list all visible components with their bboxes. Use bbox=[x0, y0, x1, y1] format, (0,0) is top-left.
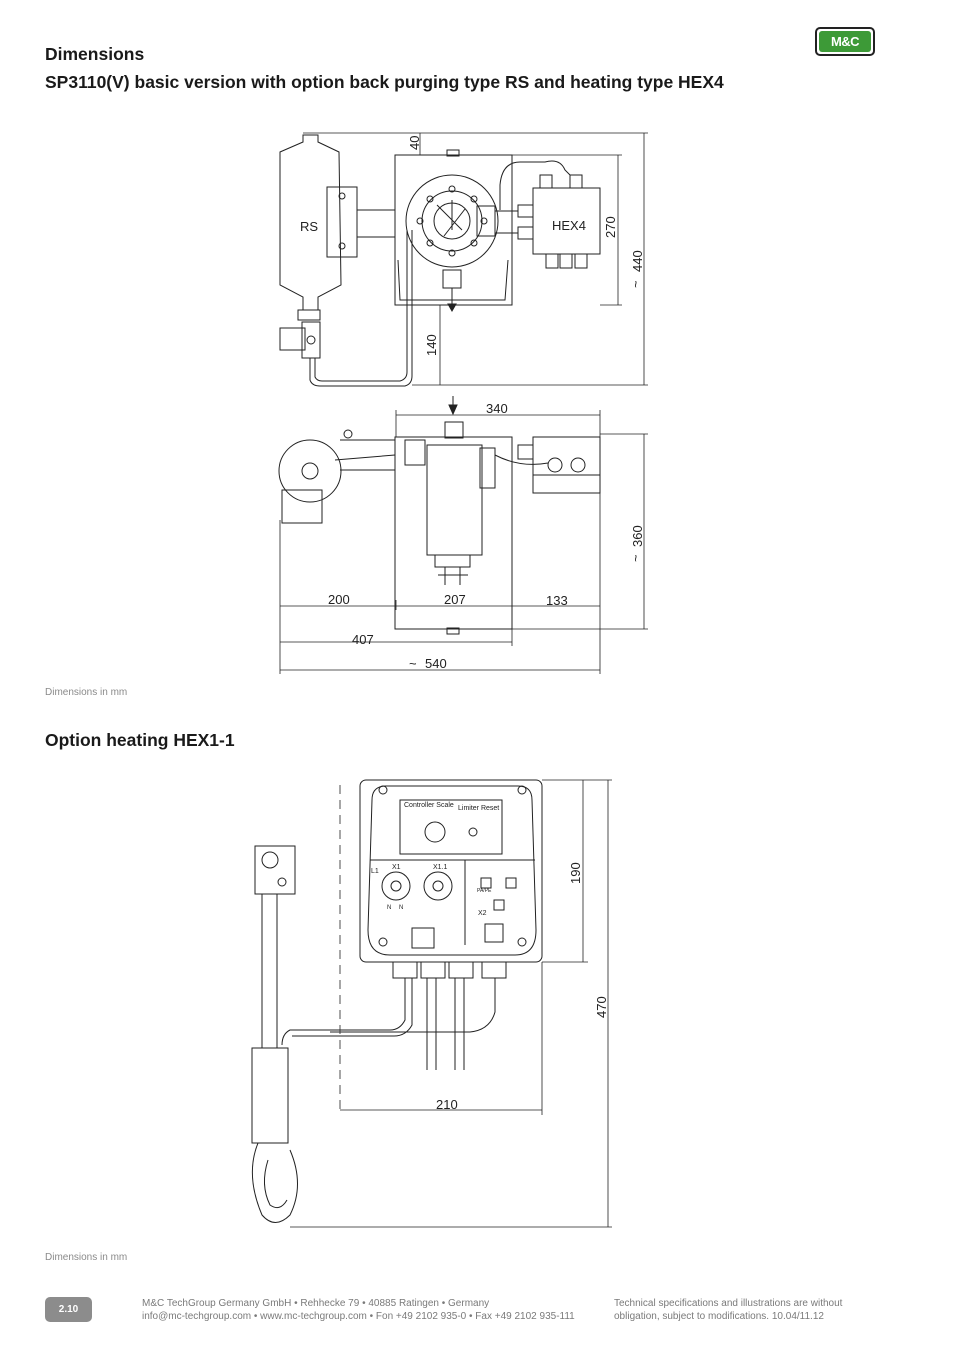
probe-body-front bbox=[395, 150, 512, 311]
approx-symbol-540: ~ bbox=[409, 656, 417, 671]
dim-470: 470 bbox=[594, 996, 609, 1018]
dim-200: 200 bbox=[328, 592, 350, 607]
dim-140: 140 bbox=[424, 334, 439, 356]
label-hex4: HEX4 bbox=[552, 218, 586, 233]
dim-540: 540 bbox=[425, 656, 447, 671]
dim-360: 360 bbox=[630, 525, 645, 547]
label-n2: N bbox=[399, 905, 404, 911]
label-x1-1: X1.1 bbox=[433, 864, 448, 871]
hex1-cables bbox=[282, 978, 495, 1070]
label-controller-scale: Controller Scale bbox=[404, 802, 454, 809]
dim-40: 40 bbox=[407, 135, 422, 150]
page-number-badge: 2.10 bbox=[45, 1297, 92, 1322]
dimension-drawing-hex1 bbox=[0, 770, 954, 1270]
label-x1: X1 bbox=[392, 864, 401, 871]
page-title: Dimensions bbox=[45, 44, 145, 64]
dim-340: 340 bbox=[486, 401, 508, 416]
logo-text: M&C bbox=[819, 31, 871, 52]
label-n1: N bbox=[387, 905, 392, 911]
footer-company-line1: M&C TechGroup Germany GmbH • Rehhecke 79 • 40885 Ratingen • Germany bbox=[142, 1298, 490, 1309]
hex4-heater-box bbox=[495, 161, 600, 268]
label-rs: RS bbox=[300, 219, 319, 234]
label-l1: L1 bbox=[371, 868, 379, 875]
dimension-lines-2 bbox=[290, 780, 612, 1227]
dim-207: 207 bbox=[444, 592, 466, 607]
dim-133: 133 bbox=[546, 593, 568, 608]
units-note-1: Dimensions in mm bbox=[45, 687, 128, 698]
dim-270: 270 bbox=[603, 216, 618, 238]
footer-disclaimer-line1: Technical specifications and illustrations are without bbox=[614, 1298, 843, 1309]
label-limiter-reset: Limiter Reset bbox=[458, 805, 500, 812]
hex1-heater-element bbox=[252, 846, 298, 1223]
label-pape: PA/PE bbox=[477, 888, 492, 894]
page-subtitle: SP3110(V) basic version with option back purging type RS and heating type HEX4 bbox=[45, 72, 724, 92]
dim-440: 440 bbox=[630, 250, 645, 272]
approx-symbol-360: ~ bbox=[628, 554, 643, 562]
approx-symbol-440: ~ bbox=[628, 280, 643, 288]
dim-407: 407 bbox=[352, 632, 374, 647]
units-note-2: Dimensions in mm bbox=[45, 1252, 128, 1263]
footer-disclaimer-line2: obligation, subject to modifications. 10.04/11.12 bbox=[614, 1311, 824, 1322]
dim-210: 210 bbox=[436, 1097, 458, 1112]
section-title-hex1: Option heating HEX1-1 bbox=[45, 730, 235, 750]
dim-190: 190 bbox=[568, 862, 583, 884]
label-x2: X2 bbox=[478, 910, 487, 917]
footer-company bbox=[142, 1297, 575, 1323]
hex1-controller-housing bbox=[360, 780, 542, 978]
rs-purge-vessel bbox=[280, 135, 412, 386]
footer-company-line2: info@mc-techgroup.com • www.mc-techgroup.com • Fon +49 2102 935-0 • Fax +49 2102 935-111 bbox=[142, 1311, 575, 1322]
footer-disclaimer bbox=[614, 1297, 842, 1323]
